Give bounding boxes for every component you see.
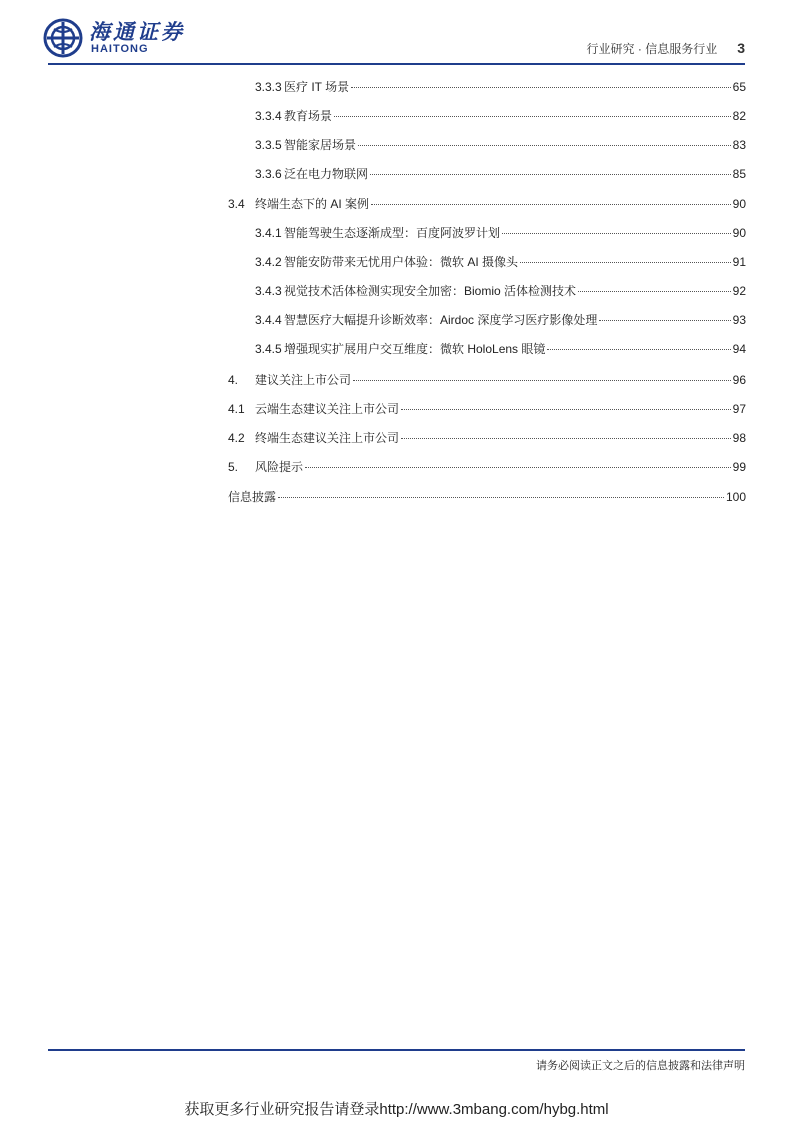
toc-entry-page: 98	[732, 431, 746, 445]
toc-entry[interactable]	[228, 429, 746, 447]
company-logo	[43, 18, 185, 58]
toc-entry-number: 3.4.4	[255, 313, 282, 327]
toc-entry-title: 智能驾驶生态逐渐成型：百度阿波罗计划	[284, 226, 501, 240]
toc-entry-page: 65	[732, 80, 746, 94]
toc-entry[interactable]	[228, 371, 746, 389]
page-number: 3	[737, 40, 745, 56]
toc-leader-dots	[371, 204, 731, 205]
toc-entry-title: 终端生态下的 AI 案例	[255, 197, 370, 211]
toc-entry[interactable]	[255, 340, 746, 358]
toc-entry-title: 智能安防带来无忧用户体验：微软 AI 摄像头	[284, 255, 519, 269]
toc-entry-title: 智能家居场景	[284, 138, 357, 152]
toc-entry-number: 4.2	[228, 431, 245, 445]
toc-leader-dots	[358, 145, 731, 146]
toc-entry-title: 建议关注上市公司	[255, 373, 352, 387]
toc-leader-dots	[334, 116, 731, 117]
toc-leader-dots	[353, 380, 731, 381]
toc-entry[interactable]	[228, 195, 746, 213]
toc-entry-number: 3.4	[228, 197, 245, 211]
toc-entry-title: 泛在电力物联网	[284, 167, 369, 181]
toc-entry[interactable]	[255, 224, 746, 242]
toc-entry-number: 5.	[228, 460, 239, 474]
toc-entry-title: 终端生态建议关注上市公司	[255, 431, 400, 445]
toc-entry-page: 94	[732, 342, 746, 356]
toc-leader-dots	[278, 497, 724, 498]
toc-entry-number: 3.4.3	[255, 284, 282, 298]
footer-divider	[48, 1049, 745, 1051]
toc-entry-page: 91	[732, 255, 746, 269]
toc-entry-title: 教育场景	[284, 109, 333, 123]
toc-leader-dots	[370, 174, 731, 175]
toc-entry-number: 3.4.5	[255, 342, 282, 356]
toc-entry-title: 增强现实扩展用户交互维度：微软 HoloLens 眼镜	[284, 342, 546, 356]
toc-entry-title: 医疗 IT 场景	[284, 80, 350, 94]
toc-entry-number: 4.1	[228, 402, 245, 416]
toc-entry-number: 3.3.4	[255, 109, 282, 123]
toc-entry-page: 82	[732, 109, 746, 123]
toc-leader-dots	[547, 349, 730, 350]
logo-chinese-name: 海通证券	[89, 19, 185, 44]
toc-entry-title: 信息披露	[228, 490, 277, 504]
toc-leader-dots	[401, 409, 731, 410]
toc-entry-number: 3.4.1	[255, 226, 282, 240]
toc-entry-page: 99	[732, 460, 746, 474]
toc-entry-number: 3.4.2	[255, 255, 282, 269]
header-section: 行业研究 · 信息服务行业	[586, 42, 718, 56]
toc-entry-page: 97	[732, 402, 746, 416]
toc-entry-title: 云端生态建议关注上市公司	[255, 402, 400, 416]
toc-entry-number: 3.3.5	[255, 138, 282, 152]
toc-entry[interactable]	[255, 253, 746, 271]
toc-entry[interactable]	[255, 78, 746, 96]
toc-leader-dots	[502, 233, 731, 234]
toc-entry[interactable]	[228, 400, 746, 418]
toc-entry-number: 3.3.6	[255, 167, 282, 181]
toc-entry-page: 85	[732, 167, 746, 181]
toc-leader-dots	[520, 262, 731, 263]
toc-entry-number: 4.	[228, 373, 239, 387]
toc-entry[interactable]	[255, 282, 746, 300]
running-header	[587, 40, 745, 57]
toc-leader-dots	[351, 87, 731, 88]
toc-entry-page: 93	[732, 313, 746, 327]
toc-entry-title: 视觉技术活体检测实现安全加密：Biomio 活体检测技术	[284, 284, 577, 298]
toc-entry-number: 3.3.3	[255, 80, 282, 94]
header-divider	[48, 63, 745, 65]
toc-leader-dots	[578, 291, 731, 292]
footer-disclaimer: 请务必阅读正文之后的信息披露和法律声明	[536, 1060, 745, 1072]
toc-entry-title: 智慧医疗大幅提升诊断效率：Airdoc 深度学习医疗影像处理	[284, 313, 598, 327]
toc-entry[interactable]	[228, 458, 746, 476]
toc-entry-page: 90	[732, 197, 746, 211]
toc-entry-page: 83	[732, 138, 746, 152]
toc-leader-dots	[305, 467, 731, 468]
toc-entry-page: 92	[732, 284, 746, 298]
toc-entry-page: 100	[725, 490, 746, 504]
toc-entry[interactable]	[255, 136, 746, 154]
haitong-logo-icon	[43, 18, 83, 58]
toc-entry[interactable]	[255, 107, 746, 125]
toc-entry-page: 96	[732, 373, 746, 387]
toc-entry[interactable]	[255, 165, 746, 183]
toc-entry-title: 风险提示	[255, 460, 304, 474]
footer-download-link[interactable]: 获取更多行业研究报告请登录http://www.3mbang.com/hybg.html	[184, 1101, 609, 1118]
logo-english-name: HAITONG	[91, 43, 149, 55]
toc-leader-dots	[599, 320, 730, 321]
toc-entry[interactable]	[255, 311, 746, 329]
toc-leader-dots	[401, 438, 731, 439]
toc-entry-page: 90	[732, 226, 746, 240]
toc-entry[interactable]	[228, 488, 746, 506]
